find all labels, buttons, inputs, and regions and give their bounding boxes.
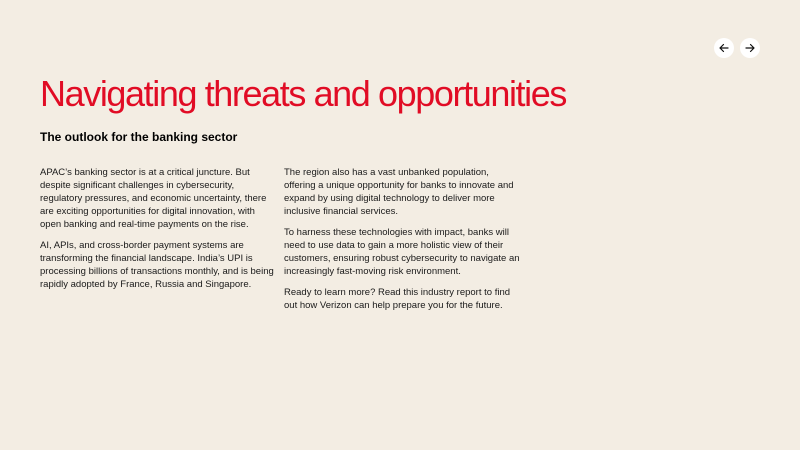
next-button[interactable] [740, 38, 760, 58]
paragraph: Ready to learn more? Read this industry report to find out how Verizon can help prepare you for the future. [284, 287, 511, 311]
paragraph: APAC’s banking sector is at a critical juncture. But despite significant challenges in cybersecurity, regulatory pressures, and economic uncertainty, there are exciting opportunities for digital innovation, with open banking and real-time payments on the rise. [40, 167, 267, 230]
slide-navigation [714, 38, 760, 58]
right-column [284, 166, 520, 320]
page-title: Navigating threats and opportunities [40, 73, 566, 114]
paragraph: AI, APIs, and cross-border payment systems are transforming the financial landscape. India’s UPI is processing billions of transactions monthly, and is being rapidly adopted by France, Russia and Singapore. [40, 240, 274, 290]
previous-button[interactable] [714, 38, 734, 58]
section-subtitle: The outlook for the banking sector [40, 130, 238, 144]
paragraph: To harness these technologies with impact, banks will need to use data to gain a more holistic view of their customers, ensuring robust cybersecurity to navigate an increasingly fast-moving risk environment. [284, 227, 520, 277]
paragraph: The region also has a vast unbanked population, offering a unique opportunity for banks to innovate and expand by using digital technology to deliver more inclusive financial services. [284, 167, 514, 217]
arrow-right-icon [744, 42, 756, 54]
arrow-left-icon [718, 42, 730, 54]
left-column [40, 166, 276, 299]
